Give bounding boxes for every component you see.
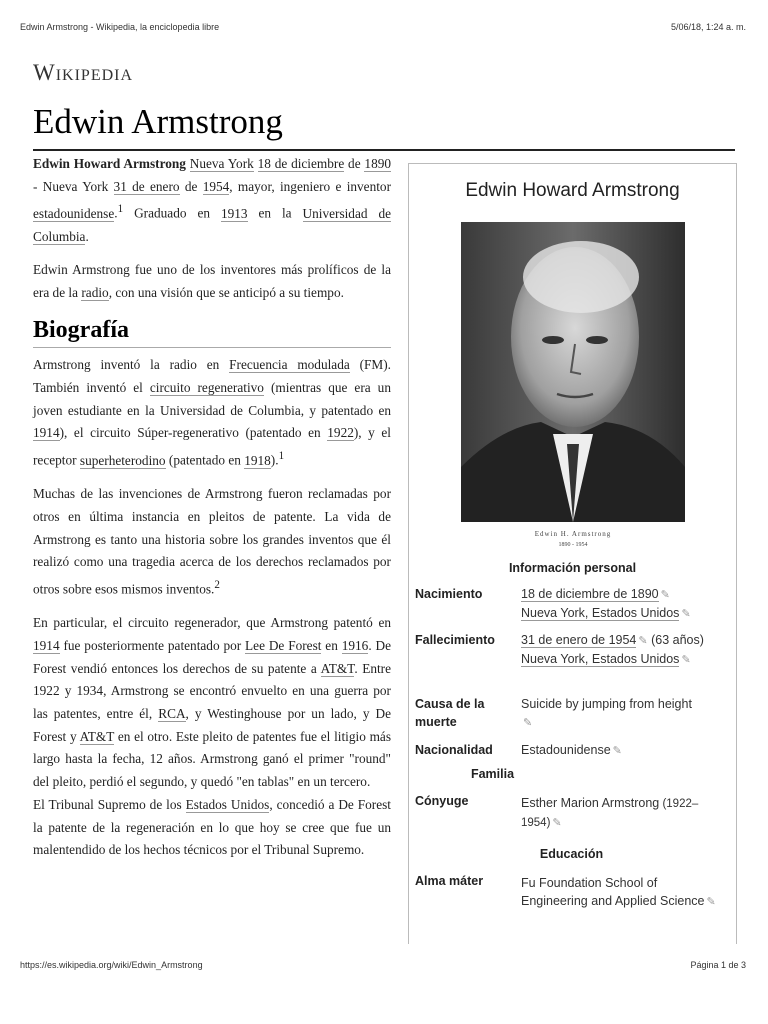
print-header-title: Edwin Armstrong - Wikipedia, la enciclopedia libre: [20, 22, 220, 32]
article-body: [33, 153, 391, 873]
link-1914b[interactable]: 1914: [33, 637, 60, 653]
edit-pencil-icon[interactable]: ✎: [638, 635, 648, 647]
intro-bold-name: Edwin Howard Armstrong: [33, 156, 186, 171]
link-1913[interactable]: 1913: [220, 205, 248, 221]
link-estadounidense[interactable]: estadounidense: [33, 205, 115, 221]
link-31-enero[interactable]: 31 de enero: [113, 178, 180, 194]
link-lee-de-forest[interactable]: Lee De Forest: [245, 637, 322, 653]
label-nacionalidad: Nacionalidad: [415, 743, 493, 757]
value-nacimiento: [521, 585, 726, 623]
section-heading-biografia: Biografía: [33, 319, 391, 349]
ref-2[interactable]: 2: [214, 579, 220, 592]
infobox: [408, 163, 737, 944]
print-footer-page: Página 1 de 3: [690, 960, 746, 970]
infobox-title: Edwin Howard Armstrong: [465, 180, 680, 201]
intro-paragraph-2: Edwin Armstrong fue uno de los inventores más prolíficos de la era de la radio, con una visión que se anticipó a su tiempo.: [33, 262, 391, 300]
bio-paragraph-4: El Tribunal Supremo de los Estados Unidos, concedió a De Forest la patente de la regeneración en lo que hoy se cree que fue un malentendido de los hechos técnicos por el Tribunal Supremo.: [33, 796, 391, 858]
death-age: (63 años): [647, 633, 704, 647]
label-alma-mater: Alma máter: [415, 874, 484, 888]
portrait-caption-years: 1890 - 1954: [558, 542, 588, 548]
link-deathdate[interactable]: 31 de enero de 1954: [521, 633, 637, 647]
portrait-image[interactable]: [461, 222, 685, 550]
wikipedia-logo[interactable]: Wikipedia: [33, 60, 134, 85]
link-att-2[interactable]: AT&T: [79, 728, 115, 744]
link-circuito-regenerativo[interactable]: circuito regenerativo: [149, 380, 264, 396]
infobox-section-familia: Familia: [470, 767, 515, 781]
link-frecuencia-modulada[interactable]: Frecuencia modulada: [229, 357, 350, 373]
link-1918[interactable]: 1918: [244, 452, 271, 468]
link-deathplace[interactable]: Nueva York, Estados Unidos: [521, 652, 680, 666]
bio-paragraph-2: Muchas de las invenciones de Armstrong fueron reclamadas por otros en última instancia en pleitos de patente. La vida de Armstrong es tanto una historia sobre los grandes inventos que él realizó como una tragedia acerca de los derechos reclamados por otros sobre esos mismos inventos.$^2$: [33, 486, 391, 597]
link-rca[interactable]: RCA: [158, 706, 186, 722]
link-1890[interactable]: 1890: [364, 156, 392, 171]
edit-pencil-icon[interactable]: ✎: [660, 589, 670, 601]
edit-pencil-icon[interactable]: ✎: [523, 717, 533, 729]
edit-pencil-icon[interactable]: ✎: [706, 896, 716, 908]
portrait-caption-name: Edwin H. Armstrong: [534, 530, 612, 538]
edit-pencil-icon[interactable]: ✎: [552, 817, 562, 829]
link-birthplace[interactable]: Nueva York, Estados Unidos: [521, 606, 680, 620]
label-nacimiento: Nacimiento: [415, 587, 483, 601]
infobox-section-personal: Información personal: [508, 561, 637, 575]
value-nacionalidad: Estadounidense ✎: [521, 741, 726, 760]
ref-1b[interactable]: 1: [278, 450, 285, 463]
value-alma-mater: Fu Foundation School of Engineering and Applied Science ✎: [521, 872, 726, 911]
link-birthdate[interactable]: 18 de diciembre de 1890: [521, 587, 659, 601]
link-1916[interactable]: 1916: [341, 637, 369, 653]
link-1914[interactable]: 1914: [33, 425, 60, 441]
link-nueva-york[interactable]: Nueva York: [189, 156, 254, 171]
infobox-section-educacion: Educación: [539, 847, 604, 861]
title-divider: [33, 149, 735, 151]
link-1954[interactable]: 1954: [202, 178, 230, 194]
bio-paragraph-1: Armstrong inventó la radio en Frecuencia modulada (FM). También inventó el circuito regenerativo (mientras que era un joven estudiante en la Universidad de Columbia, y patentado en 1914), el circuito Súper-regenerativo (patentado en 1922), y el receptor superheterodino (patentado en 1918).$^1$: [33, 357, 391, 468]
label-fallecimiento: Fallecimiento: [415, 633, 495, 647]
print-header: [20, 22, 746, 32]
link-radio[interactable]: radio: [81, 284, 109, 300]
ref-1[interactable]: 1: [117, 203, 124, 216]
link-1922[interactable]: 1922: [327, 425, 354, 441]
edit-pencil-icon[interactable]: ✎: [612, 745, 622, 757]
value-conyuge: Esther Marion Armstrong (1922–1954) ✎: [521, 792, 726, 832]
label-causa: Causa de la muerte: [415, 697, 485, 729]
link-estados-unidos[interactable]: Estados Unidos: [185, 796, 270, 812]
label-conyuge: Cónyuge: [415, 794, 469, 808]
page-title: Edwin Armstrong: [33, 102, 283, 141]
link-att[interactable]: AT&T: [320, 660, 355, 676]
edit-pencil-icon[interactable]: ✎: [681, 654, 691, 666]
bio-paragraph-3: En particular, el circuito regenerador, que Armstrong patentó en 1914 fue posteriormente patentado por Lee De Forest en 1916. De Forest vendió entonces los derechos de su patente a AT&T. Entre 1922 y 1934, Armstrong se encontró envuelto en una guerra por las patentes, entre él, RCA, y Westinghouse por un lado, y De Forest y AT&T en el otro. Este pleito de patentes fue el litigio más largo hasta la fecha, 12 años. Armstrong ganó el primer "round" del pleito, perdió el segundo, y quedó "en tablas" en un tercero.: [33, 615, 392, 790]
link-universidad-columbia[interactable]: Universidad de Columbia: [33, 205, 391, 244]
print-header-date: 5/06/18, 1:24 a. m.: [670, 22, 746, 32]
value-causa: Suicide by jumping from height ✎: [521, 695, 726, 732]
link-18-diciembre[interactable]: 18 de diciembre: [257, 156, 345, 171]
print-footer: [20, 960, 746, 970]
value-fallecimiento: [521, 631, 726, 669]
intro-paragraph-1: Edwin Howard Armstrong Nueva York 18 de diciembre de 1890 - Nueva York 31 de enero de 1954, mayor, ingeniero e inventor estadounidense.$^1$ Graduado en 1913 en la Universidad de Columbia.: [33, 156, 392, 244]
edit-pencil-icon[interactable]: ✎: [681, 608, 691, 620]
print-footer-url: https://es.wikipedia.org/wiki/Edwin_Armstrong: [20, 960, 203, 970]
link-superheterodino[interactable]: superheterodino: [79, 452, 166, 468]
